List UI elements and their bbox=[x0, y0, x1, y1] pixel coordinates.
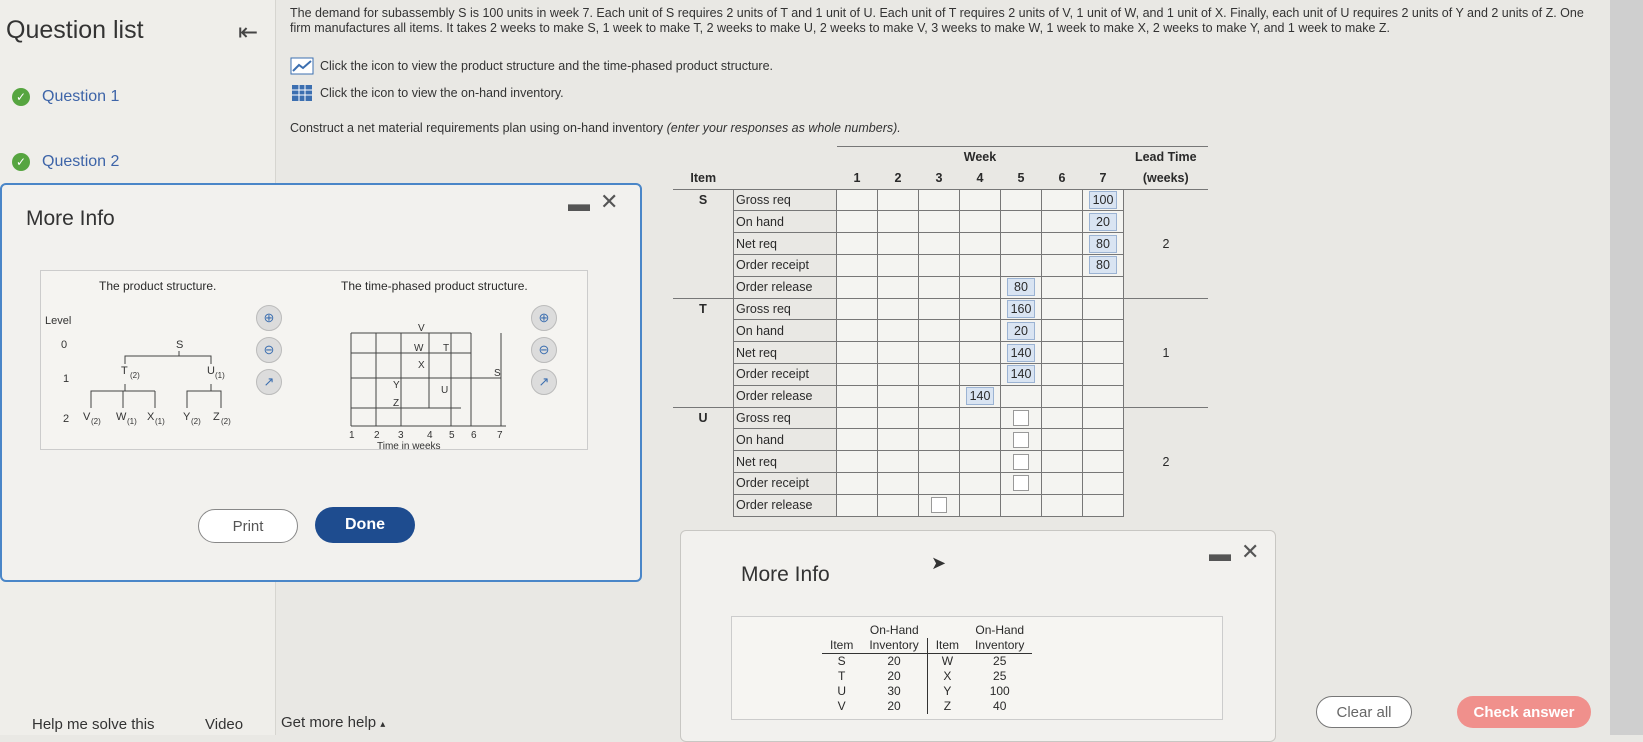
item-name bbox=[673, 211, 734, 233]
mrp-cell[interactable] bbox=[960, 320, 1001, 342]
mrp-cell[interactable] bbox=[1042, 407, 1083, 429]
week-number: 1 bbox=[853, 171, 861, 186]
item-name: U bbox=[698, 411, 708, 426]
item-name bbox=[673, 233, 734, 255]
mrp-cell[interactable] bbox=[960, 363, 1001, 385]
video-link[interactable]: Video bbox=[205, 716, 244, 733]
inv-item: Y bbox=[943, 684, 952, 698]
mrp-cell[interactable] bbox=[878, 298, 919, 320]
zoom-out-icon[interactable]: ⊖ bbox=[256, 337, 282, 363]
node-w-qty: (1) bbox=[127, 417, 137, 426]
mrp-cell[interactable] bbox=[1001, 429, 1042, 451]
node-v-qty: (2) bbox=[91, 417, 101, 426]
product-structure-title: The product structure. bbox=[99, 279, 217, 293]
mrp-cell[interactable] bbox=[919, 472, 960, 494]
mrp-cell[interactable] bbox=[878, 472, 919, 494]
row-label: Gross req bbox=[734, 298, 837, 320]
item-name: S bbox=[698, 193, 708, 208]
level-label: Level bbox=[45, 315, 72, 327]
mrp-cell[interactable] bbox=[919, 494, 960, 516]
col-header: On-Hand bbox=[869, 623, 919, 637]
cell-value[interactable]: 80 bbox=[1089, 256, 1117, 274]
mrp-cell[interactable] bbox=[837, 189, 878, 211]
mrp-cell[interactable] bbox=[919, 211, 960, 233]
cell-value[interactable]: 140 bbox=[1007, 365, 1035, 383]
help-me-solve-link[interactable]: Help me solve this bbox=[32, 716, 155, 733]
inv-item: Z bbox=[943, 699, 952, 713]
caret-up-icon: ▴ bbox=[380, 719, 386, 730]
cell-value[interactable]: 160 bbox=[1007, 300, 1035, 318]
mrp-cell[interactable] bbox=[1042, 189, 1083, 211]
answer-input[interactable] bbox=[1013, 454, 1029, 470]
sidebar-item-question-1[interactable] bbox=[12, 88, 119, 106]
mrp-cell[interactable] bbox=[878, 407, 919, 429]
structure-diagrams bbox=[41, 296, 587, 452]
mrp-cell[interactable] bbox=[1042, 276, 1083, 298]
completed-check-icon: ✓ bbox=[12, 88, 30, 106]
item-name bbox=[673, 363, 734, 385]
minimize-icon[interactable]: ▬ bbox=[1209, 541, 1231, 566]
row-label: Order receipt bbox=[734, 472, 837, 494]
instructions bbox=[290, 121, 901, 135]
node-s: S bbox=[176, 339, 184, 351]
print-button[interactable]: Print bbox=[198, 509, 298, 543]
mrp-cell[interactable] bbox=[960, 385, 1001, 407]
mrp-row bbox=[673, 407, 1208, 429]
mrp-cell[interactable] bbox=[1042, 342, 1083, 364]
item-name bbox=[673, 385, 734, 407]
mrp-table bbox=[673, 146, 1208, 517]
mrp-cell[interactable] bbox=[960, 211, 1001, 233]
tp-tick: 1 bbox=[349, 430, 355, 441]
mrp-cell[interactable] bbox=[960, 298, 1001, 320]
node-y-qty: (2) bbox=[191, 417, 201, 426]
node-u: U bbox=[207, 365, 215, 377]
item-name bbox=[673, 494, 734, 516]
mrp-cell[interactable] bbox=[878, 429, 919, 451]
mrp-cell[interactable] bbox=[1001, 472, 1042, 494]
mrp-cell[interactable] bbox=[1083, 429, 1124, 451]
row-label: Order release bbox=[734, 494, 837, 516]
mrp-cell[interactable] bbox=[960, 276, 1001, 298]
mrp-cell[interactable] bbox=[1001, 451, 1042, 473]
mrp-cell[interactable] bbox=[919, 451, 960, 473]
inv-value: 100 bbox=[989, 684, 1010, 698]
cell-value[interactable]: 140 bbox=[1007, 344, 1035, 362]
mrp-cell[interactable] bbox=[1042, 363, 1083, 385]
inv-value: 20 bbox=[861, 699, 927, 714]
node-t: T bbox=[121, 365, 128, 377]
link-text: Click the icon to view the product structure and the time-phased product structure. bbox=[320, 59, 774, 73]
sidebar-item-label: Question 1 bbox=[42, 88, 120, 105]
row-label: Net req bbox=[734, 451, 837, 473]
mrp-cell[interactable] bbox=[878, 385, 919, 407]
mrp-table-container bbox=[673, 146, 1215, 517]
week-number: 3 bbox=[935, 171, 943, 186]
mrp-cell[interactable] bbox=[837, 298, 878, 320]
item-name bbox=[673, 320, 734, 342]
tp-tick: 3 bbox=[398, 430, 404, 441]
week-header: Week bbox=[837, 147, 1124, 168]
time-phased-title: The time-phased product structure. bbox=[341, 279, 528, 293]
mrp-cell[interactable] bbox=[878, 211, 919, 233]
node-z-qty: (2) bbox=[221, 417, 231, 426]
mrp-cell[interactable] bbox=[919, 363, 960, 385]
mrp-row bbox=[673, 189, 1208, 211]
item-name bbox=[673, 429, 734, 451]
done-button[interactable]: Done bbox=[315, 507, 415, 543]
inv-value: 25 bbox=[993, 654, 1007, 668]
mrp-cell[interactable] bbox=[919, 385, 960, 407]
open-external-icon[interactable]: ↗ bbox=[531, 369, 557, 395]
week-number: 7 bbox=[1099, 171, 1107, 186]
mrp-cell[interactable] bbox=[1001, 494, 1042, 516]
node-v: V bbox=[83, 411, 91, 423]
node-t-qty: (2) bbox=[130, 371, 140, 380]
mrp-cell[interactable] bbox=[837, 211, 878, 233]
mrp-cell[interactable] bbox=[1042, 320, 1083, 342]
mrp-cell[interactable] bbox=[1083, 472, 1124, 494]
mrp-cell[interactable] bbox=[1083, 363, 1124, 385]
mrp-cell[interactable] bbox=[837, 254, 878, 276]
more-info-dialog-structure bbox=[0, 183, 642, 582]
mrp-cell[interactable] bbox=[960, 494, 1001, 516]
lead-time-value: 1 bbox=[1162, 345, 1170, 360]
mrp-cell[interactable] bbox=[960, 254, 1001, 276]
node-z: Z bbox=[213, 411, 220, 423]
item-name bbox=[673, 276, 734, 298]
mrp-cell[interactable] bbox=[1042, 385, 1083, 407]
node-w: W bbox=[116, 411, 127, 423]
row-label: Net req bbox=[734, 233, 837, 255]
mrp-cell[interactable] bbox=[919, 254, 960, 276]
row-label: Order release bbox=[734, 385, 837, 407]
lead-time-units: (weeks) bbox=[1142, 171, 1189, 186]
mrp-cell[interactable] bbox=[1042, 298, 1083, 320]
mrp-cell[interactable] bbox=[878, 276, 919, 298]
mrp-cell[interactable] bbox=[837, 320, 878, 342]
instructions-note: (enter your responses as whole numbers). bbox=[666, 121, 901, 135]
tp-letter: Z bbox=[393, 398, 400, 409]
mrp-cell[interactable] bbox=[878, 363, 919, 385]
mrp-cell[interactable] bbox=[919, 189, 960, 211]
mrp-cell[interactable] bbox=[1083, 342, 1124, 364]
cell-value[interactable]: 140 bbox=[966, 387, 994, 405]
mrp-cell[interactable] bbox=[919, 407, 960, 429]
completed-check-icon: ✓ bbox=[12, 153, 30, 171]
item-name bbox=[673, 254, 734, 276]
col-header: Item bbox=[935, 638, 960, 652]
mrp-cell[interactable] bbox=[878, 233, 919, 255]
row-label: Gross req bbox=[734, 407, 837, 429]
mrp-cell[interactable] bbox=[960, 189, 1001, 211]
mrp-cell[interactable] bbox=[878, 494, 919, 516]
mrp-row bbox=[673, 298, 1208, 320]
mrp-cell[interactable] bbox=[1001, 276, 1042, 298]
question-list-title: Question list bbox=[6, 16, 144, 44]
get-more-help-link[interactable] bbox=[281, 714, 385, 731]
mrp-cell[interactable] bbox=[1042, 233, 1083, 255]
mrp-cell[interactable] bbox=[960, 342, 1001, 364]
table-row bbox=[822, 684, 1032, 699]
mrp-cell[interactable] bbox=[878, 342, 919, 364]
row-label: Order receipt bbox=[734, 363, 837, 385]
get-more-help-label: Get more help bbox=[281, 714, 377, 731]
sidebar-item-question-2[interactable] bbox=[12, 153, 119, 171]
open-external-icon[interactable]: ↗ bbox=[256, 369, 282, 395]
zoom-out-icon[interactable]: ⊖ bbox=[531, 337, 557, 363]
week-number: 6 bbox=[1058, 171, 1066, 186]
on-hand-inventory-link[interactable] bbox=[292, 85, 564, 101]
collapse-sidebar-icon[interactable]: ⇤ bbox=[238, 19, 259, 46]
cell-value[interactable]: 20 bbox=[1089, 213, 1117, 231]
mrp-cell[interactable] bbox=[837, 342, 878, 364]
mrp-cell[interactable] bbox=[1001, 407, 1042, 429]
mrp-cell[interactable] bbox=[919, 342, 960, 364]
item-name: T bbox=[699, 302, 707, 317]
week-number: 5 bbox=[1017, 171, 1025, 186]
inv-value: 25 bbox=[993, 669, 1007, 683]
check-answer-button[interactable]: Check answer bbox=[1457, 696, 1591, 728]
minimize-icon[interactable]: ▬ bbox=[568, 191, 590, 216]
mrp-cell[interactable] bbox=[1083, 298, 1124, 320]
item-name bbox=[673, 472, 734, 494]
tp-tick: 2 bbox=[374, 430, 380, 441]
mrp-cell[interactable] bbox=[919, 298, 960, 320]
inv-item: U bbox=[837, 684, 846, 698]
mrp-cell[interactable] bbox=[919, 429, 960, 451]
mrp-cell[interactable] bbox=[837, 407, 878, 429]
table-icon[interactable] bbox=[292, 85, 312, 101]
inventory-table bbox=[822, 623, 1032, 714]
mrp-cell[interactable] bbox=[878, 451, 919, 473]
link-text: Click the icon to view the on-hand inventory. bbox=[320, 86, 564, 100]
mrp-cell[interactable] bbox=[837, 494, 878, 516]
inv-item: W bbox=[941, 654, 954, 668]
mrp-cell[interactable] bbox=[1042, 254, 1083, 276]
mrp-cell[interactable] bbox=[1042, 211, 1083, 233]
tp-letter: V bbox=[418, 323, 425, 334]
mrp-cell[interactable] bbox=[1083, 189, 1124, 211]
mrp-cell[interactable] bbox=[837, 472, 878, 494]
mrp-cell[interactable] bbox=[837, 363, 878, 385]
col-header: On-Hand bbox=[975, 623, 1025, 637]
inv-value: 20 bbox=[861, 654, 927, 670]
row-label: On hand bbox=[734, 211, 837, 233]
inv-value: 40 bbox=[993, 699, 1007, 713]
row-label: Order release bbox=[734, 276, 837, 298]
more-info-dialog-inventory bbox=[680, 530, 1276, 742]
inv-item: T bbox=[838, 669, 846, 683]
mrp-cell[interactable] bbox=[960, 407, 1001, 429]
row-label: Gross req bbox=[734, 189, 837, 211]
inv-item: S bbox=[837, 654, 846, 668]
mrp-cell[interactable] bbox=[837, 385, 878, 407]
mrp-cell[interactable] bbox=[1001, 363, 1042, 385]
item-header: Item bbox=[690, 171, 717, 186]
inv-value: 20 bbox=[861, 669, 927, 684]
node-x-qty: (1) bbox=[155, 417, 165, 426]
zoom-in-icon[interactable]: ⊕ bbox=[256, 305, 282, 331]
mrp-cell[interactable] bbox=[960, 233, 1001, 255]
mrp-cell[interactable] bbox=[960, 451, 1001, 473]
mrp-cell[interactable] bbox=[837, 451, 878, 473]
mrp-cell[interactable] bbox=[1083, 254, 1124, 276]
table-row bbox=[822, 654, 1032, 670]
cell-value[interactable]: 100 bbox=[1089, 191, 1117, 209]
mrp-cell[interactable] bbox=[878, 320, 919, 342]
answer-input[interactable] bbox=[1013, 410, 1029, 426]
mrp-cell[interactable] bbox=[919, 233, 960, 255]
product-structure-panel bbox=[40, 270, 588, 450]
mrp-cell[interactable] bbox=[919, 276, 960, 298]
tp-tick: 6 bbox=[471, 430, 477, 441]
sidebar-item-label: Question 2 bbox=[42, 153, 120, 170]
dialog-title: More Info bbox=[741, 563, 830, 586]
dialog-title: More Info bbox=[26, 207, 115, 230]
chart-icon[interactable] bbox=[292, 58, 312, 74]
instructions-text: Construct a net material requirements plan using on-hand inventory bbox=[290, 121, 664, 135]
level-number: 0 bbox=[61, 339, 68, 351]
table-row bbox=[822, 699, 1032, 714]
node-u-qty: (1) bbox=[215, 371, 225, 380]
mrp-cell[interactable] bbox=[1083, 451, 1124, 473]
item-name bbox=[673, 342, 734, 364]
mrp-cell[interactable] bbox=[1001, 254, 1042, 276]
close-icon[interactable]: ✕ bbox=[1241, 539, 1260, 564]
mrp-cell[interactable] bbox=[1042, 472, 1083, 494]
week-number: 4 bbox=[976, 171, 984, 186]
question-text: The demand for subassembly S is 100 units in week 7. Each unit of S requires 2 units of T and 1 unit of U. Each unit of T requires 2 units of V, 1 unit of W, and 1 unit of X. Finally, each unit of U requires 2 units of Y and 2 units of Z. One firm manufactures all items. It takes 2 weeks to make S, 1 week to make T, 2 weeks to make U, 2 weeks to make V, 3 weeks to make W, 1 week to make X, 2 weeks to make Y, and 1 week to make Z. bbox=[290, 6, 1584, 35]
mrp-cell[interactable] bbox=[1001, 233, 1042, 255]
tp-letter: T bbox=[443, 343, 450, 354]
mrp-cell[interactable] bbox=[1001, 211, 1042, 233]
row-label: Order receipt bbox=[734, 254, 837, 276]
mrp-cell[interactable] bbox=[837, 276, 878, 298]
mrp-cell[interactable] bbox=[1001, 342, 1042, 364]
mrp-cell[interactable] bbox=[1001, 189, 1042, 211]
col-header: Inventory bbox=[861, 638, 927, 654]
answer-input[interactable] bbox=[931, 497, 947, 513]
table-row bbox=[822, 669, 1032, 684]
mrp-cell[interactable] bbox=[1042, 429, 1083, 451]
mrp-cell[interactable] bbox=[1083, 276, 1124, 298]
cell-value[interactable]: 80 bbox=[1007, 278, 1035, 296]
tp-letter: W bbox=[414, 343, 424, 354]
level-number: 2 bbox=[63, 413, 70, 425]
cell-value[interactable]: 20 bbox=[1007, 322, 1035, 340]
tp-tick: 7 bbox=[497, 430, 503, 441]
inv-item: V bbox=[837, 699, 846, 713]
mrp-cell[interactable] bbox=[1083, 320, 1124, 342]
product-structure-link[interactable] bbox=[292, 58, 773, 74]
mrp-cell[interactable] bbox=[1083, 385, 1124, 407]
mrp-cell[interactable] bbox=[1042, 451, 1083, 473]
mrp-cell[interactable] bbox=[1042, 494, 1083, 516]
mrp-cell[interactable] bbox=[878, 189, 919, 211]
tp-tick: 5 bbox=[449, 430, 455, 441]
item-name bbox=[673, 451, 734, 473]
row-label: Net req bbox=[734, 342, 837, 364]
mrp-cell[interactable] bbox=[837, 233, 878, 255]
inv-value: 30 bbox=[861, 684, 927, 699]
clear-all-button[interactable]: Clear all bbox=[1316, 696, 1412, 728]
tp-tick: 4 bbox=[427, 430, 433, 441]
mrp-cell[interactable] bbox=[960, 472, 1001, 494]
zoom-in-icon[interactable]: ⊕ bbox=[531, 305, 557, 331]
col-header: Inventory bbox=[975, 638, 1025, 652]
tp-letter: U bbox=[441, 385, 449, 396]
page-edge bbox=[1610, 0, 1643, 735]
node-x: X bbox=[147, 411, 155, 423]
answer-input[interactable] bbox=[1013, 475, 1029, 491]
mrp-cell[interactable] bbox=[1083, 211, 1124, 233]
mrp-cell[interactable] bbox=[960, 429, 1001, 451]
mrp-cell[interactable] bbox=[837, 429, 878, 451]
tp-letter: Y bbox=[393, 380, 400, 391]
mouse-cursor-icon: ➤ bbox=[931, 553, 947, 573]
mrp-cell[interactable] bbox=[1001, 320, 1042, 342]
mrp-cell[interactable] bbox=[1083, 233, 1124, 255]
tp-letter: X bbox=[418, 360, 425, 371]
mrp-cell[interactable] bbox=[878, 254, 919, 276]
tp-letter: S bbox=[494, 368, 501, 379]
level-number: 1 bbox=[63, 373, 70, 385]
lead-time-value: 2 bbox=[1162, 236, 1170, 251]
cell-value[interactable]: 80 bbox=[1089, 235, 1117, 253]
mrp-cell[interactable] bbox=[919, 320, 960, 342]
mrp-cell[interactable] bbox=[1001, 298, 1042, 320]
mrp-cell[interactable] bbox=[1001, 385, 1042, 407]
tp-axis-label: Time in weeks bbox=[377, 441, 441, 452]
col-header: Item bbox=[830, 638, 854, 652]
row-label: On hand bbox=[734, 429, 837, 451]
week-number: 2 bbox=[894, 171, 902, 186]
lead-time-header: Lead Time bbox=[1124, 147, 1209, 168]
inv-item: X bbox=[943, 669, 952, 683]
row-label: On hand bbox=[734, 320, 837, 342]
lead-time-value: 2 bbox=[1162, 454, 1170, 469]
mrp-cell[interactable] bbox=[1083, 407, 1124, 429]
mrp-cell[interactable] bbox=[1083, 494, 1124, 516]
close-icon[interactable]: ✕ bbox=[600, 189, 619, 214]
inventory-panel bbox=[731, 616, 1223, 720]
node-y: Y bbox=[183, 411, 191, 423]
answer-input[interactable] bbox=[1013, 432, 1029, 448]
